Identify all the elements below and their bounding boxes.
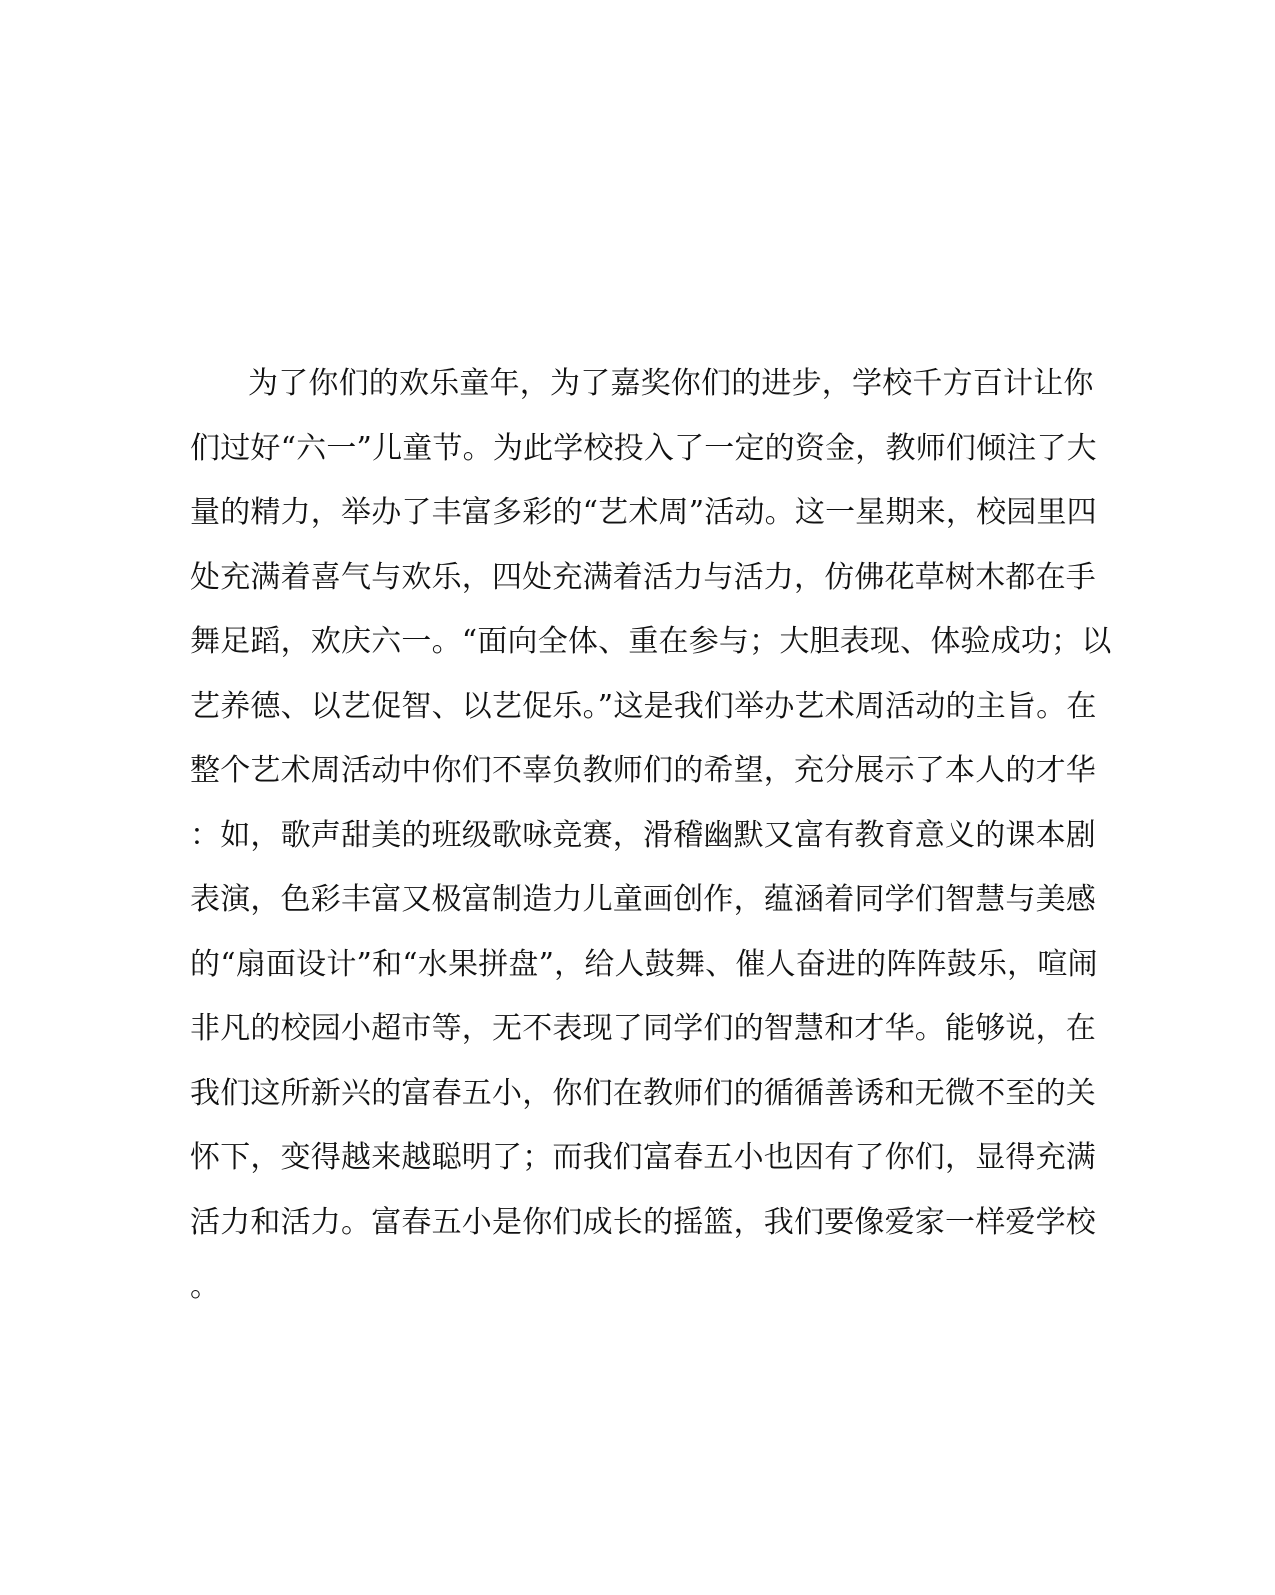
paragraph-line-3: 量的精力，举办了丰富多彩的“艺术周”活动。这一星期来，校园里四	[190, 495, 1097, 530]
paragraph-line-9: 表演，色彩丰富又极富制造力儿童画创作，蕴涵着同学们智慧与美感	[190, 882, 1096, 917]
paragraph-line-4: 处充满着喜气与欢乐，四处充满着活力与活力，仿佛花草树木都在手	[190, 559, 1096, 595]
paragraph-line-14: 活力和活力。富春五小是你们成长的摇篮，我们要像爱家一样爱学校	[190, 1204, 1096, 1240]
paragraph-line-1: 为了你们的欢乐童年，为了嘉奖你们的进步，学校千方百计让你	[248, 366, 1094, 401]
paragraph-line-13: 怀下，变得越来越聪明了；而我们富春五小也因有了你们，显得充满	[190, 1140, 1096, 1175]
paragraph-line-12: 我们这所新兴的富春五小，你们在教师们的循循善诱和无微不至的关	[190, 1075, 1096, 1111]
paragraph-line-7: 整个艺术周活动中你们不辜负教师们的希望，充分展示了本人的才华	[190, 753, 1096, 788]
paragraph-line-10: 的“扇面设计”和“水果拼盘”，给人鼓舞、催人奋进的阵阵鼓乐，喧闹	[190, 946, 1098, 982]
paragraph-line-11: 非凡的校园小超市等，无不表现了同学们的智慧和才华。能够说，在	[190, 1011, 1096, 1046]
paragraph-line-15: 。	[190, 1269, 221, 1304]
paragraph-line-8: ：如，歌声甜美的班级歌咏竞赛，滑稽幽默又富有教育意义的课本剧	[190, 817, 1096, 853]
paragraph-line-6: 艺养德、以艺促智、以艺促乐。”这是我们举办艺术周活动的主旨。在	[190, 688, 1097, 724]
body-paragraph	[190, 352, 1112, 1320]
paragraph-line-5: 舞足蹈，欢庆六一。“面向全体、重在参与；大胆表现、体验成功；以	[190, 624, 1112, 659]
paragraph-line-2: 们过好“六一”儿童节。为此学校投入了一定的资金，教师们倾注了大	[190, 430, 1097, 466]
